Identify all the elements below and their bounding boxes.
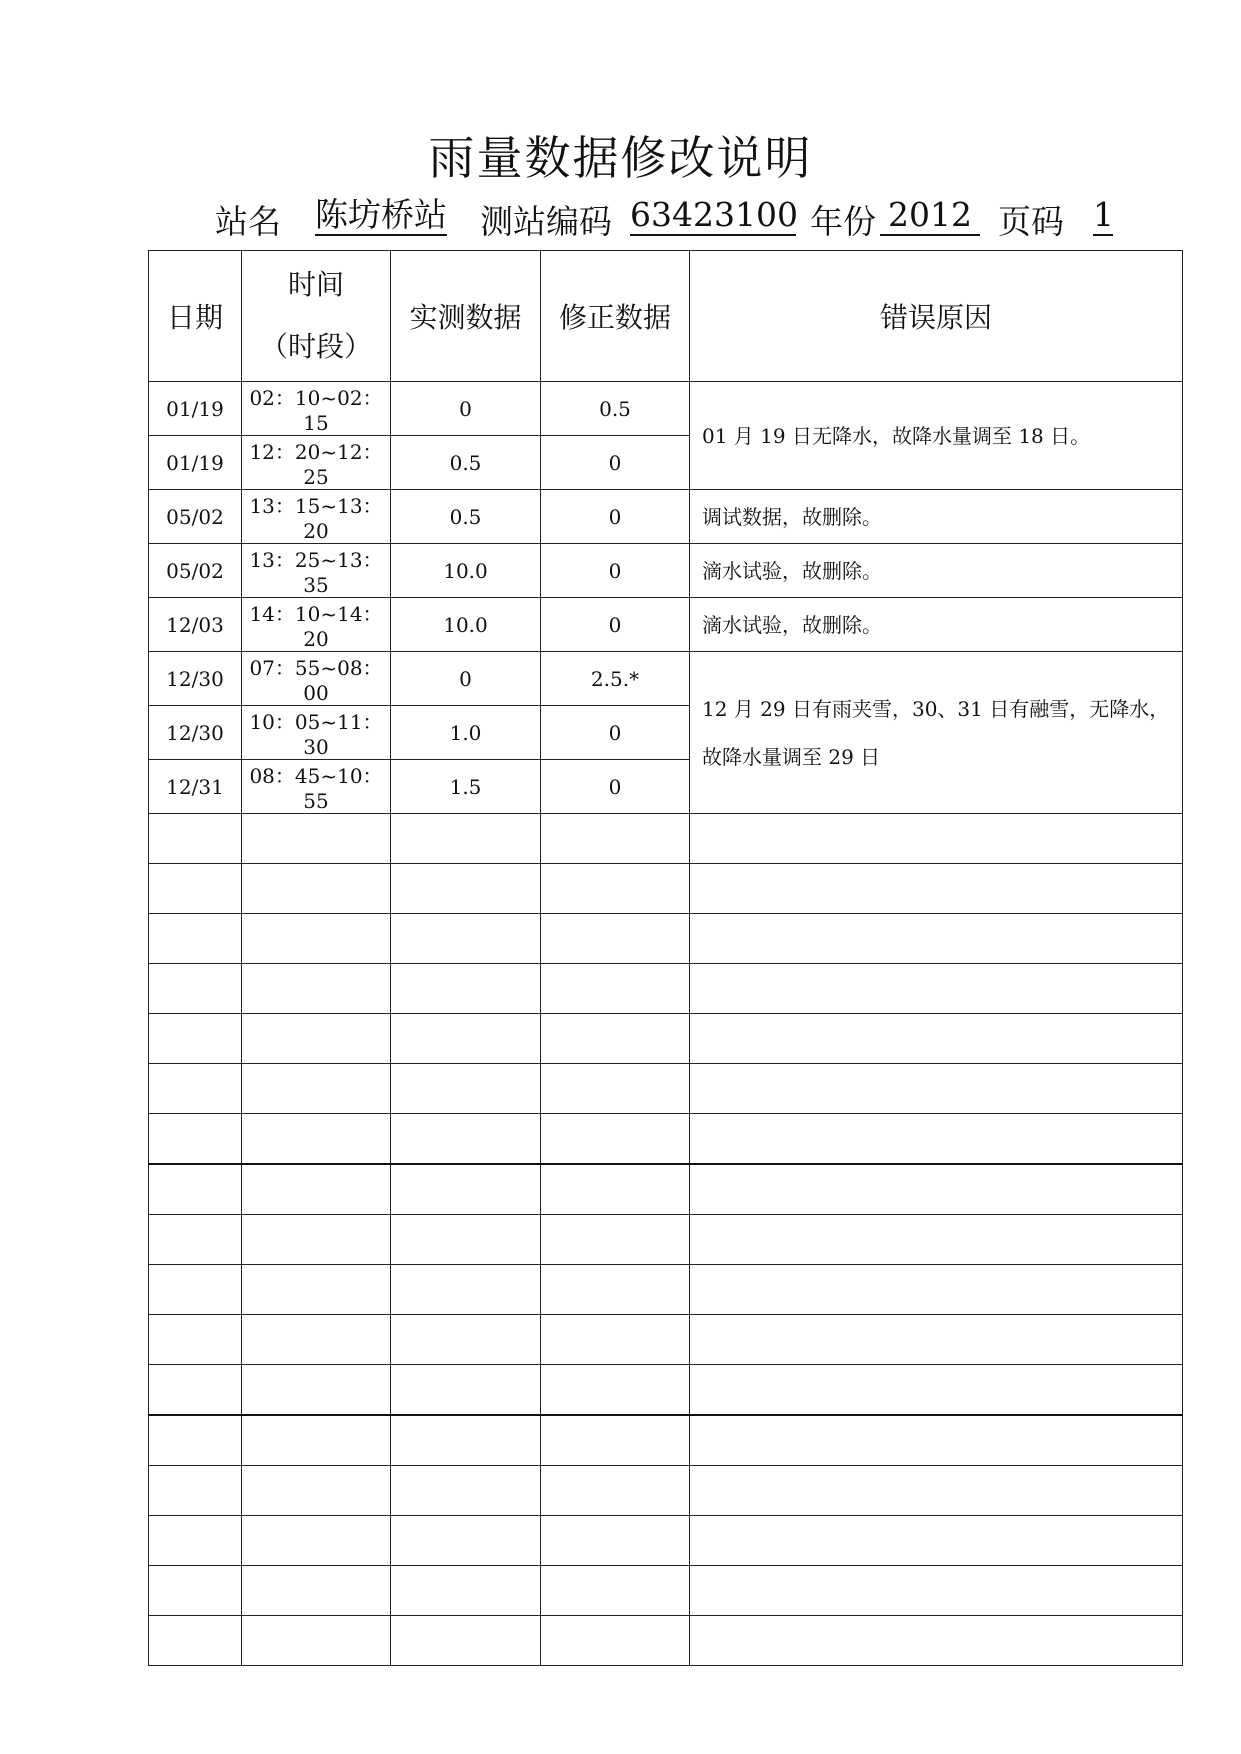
header-corrected: 修正数据	[541, 251, 690, 382]
measured-cell: 0.5	[391, 436, 541, 490]
page-title: 雨量数据修改说明	[428, 131, 813, 185]
empty-row	[149, 1315, 1183, 1365]
measured-cell: 0	[391, 652, 541, 706]
time-cell: 02：10~02：15	[242, 382, 391, 436]
table-header-row	[149, 251, 1183, 382]
page-number-label: 页码	[998, 202, 1064, 241]
time-cell: 07：55~08：00	[242, 652, 391, 706]
date-cell: 01/19	[149, 382, 242, 436]
header-reason: 错误原因	[690, 251, 1183, 382]
date-cell: 05/02	[149, 544, 242, 598]
empty-row	[149, 1215, 1183, 1265]
measured-cell: 10.0	[391, 598, 541, 652]
header-time	[242, 251, 391, 382]
empty-row	[149, 1516, 1183, 1566]
measured-cell: 0.5	[391, 490, 541, 544]
time-cell: 10：05~11：30	[242, 706, 391, 760]
date-cell: 01/19	[149, 436, 242, 490]
table-row	[149, 382, 1183, 436]
corrected-cell: 2.5.*	[541, 652, 690, 706]
measured-cell: 0	[391, 382, 541, 436]
header-time-line2: （时段）	[259, 330, 372, 363]
date-cell: 12/03	[149, 598, 242, 652]
reason-cell: 调试数据，故删除。	[690, 490, 1183, 544]
measured-cell: 1.5	[391, 760, 541, 814]
station-code-value: 63423100	[630, 195, 798, 234]
station-code-label: 测站编码	[480, 202, 612, 241]
reason-cell: 滴水试验，故删除。	[690, 544, 1183, 598]
page-number-value: 1	[1093, 195, 1114, 234]
station-name-label: 站名	[215, 202, 281, 241]
empty-row	[149, 1064, 1183, 1114]
table-row	[149, 490, 1183, 544]
empty-row	[149, 1114, 1183, 1165]
empty-row	[149, 914, 1183, 964]
corrected-cell: 0	[541, 706, 690, 760]
table-row	[149, 544, 1183, 598]
empty-row	[149, 1164, 1183, 1215]
time-cell: 13：15~13：20	[242, 490, 391, 544]
time-cell: 14：10~14：20	[242, 598, 391, 652]
empty-row	[149, 1616, 1183, 1666]
date-cell: 12/30	[149, 706, 242, 760]
corrected-cell: 0.5	[541, 382, 690, 436]
empty-row	[149, 1415, 1183, 1466]
date-cell: 12/30	[149, 652, 242, 706]
correction-table	[148, 250, 1183, 1666]
time-cell: 08：45~10：55	[242, 760, 391, 814]
time-cell: 12：20~12：25	[242, 436, 391, 490]
measured-cell: 10.0	[391, 544, 541, 598]
date-cell: 05/02	[149, 490, 242, 544]
corrected-cell: 0	[541, 436, 690, 490]
empty-row	[149, 814, 1183, 864]
header-date: 日期	[149, 251, 242, 382]
year-value: 2012	[880, 196, 980, 236]
time-cell: 13：25~13：35	[242, 544, 391, 598]
empty-row	[149, 964, 1183, 1014]
reason-cell: 滴水试验，故删除。	[690, 598, 1183, 652]
corrected-cell: 0	[541, 544, 690, 598]
reason-cell: 12 月 29 日有雨夹雪，30、31 日有融雪，无降水，故降水量调至 29 日	[690, 652, 1183, 814]
empty-row	[149, 1466, 1183, 1516]
table-row	[149, 652, 1183, 706]
corrected-cell: 0	[541, 490, 690, 544]
empty-row	[149, 864, 1183, 914]
empty-row	[149, 1566, 1183, 1616]
date-cell: 12/31	[149, 760, 242, 814]
header-time-line1: 时间	[287, 268, 344, 301]
year-label: 年份	[810, 202, 876, 241]
corrected-cell: 0	[541, 760, 690, 814]
table-row	[149, 598, 1183, 652]
reason-cell: 01 月 19 日无降水，故降水量调至 18 日。	[690, 382, 1183, 490]
measured-cell: 1.0	[391, 706, 541, 760]
header-measured: 实测数据	[391, 251, 541, 382]
station-name-value: 陈坊桥站	[315, 195, 447, 234]
empty-row	[149, 1365, 1183, 1416]
empty-row	[149, 1265, 1183, 1315]
empty-row	[149, 1014, 1183, 1064]
corrected-cell: 0	[541, 598, 690, 652]
